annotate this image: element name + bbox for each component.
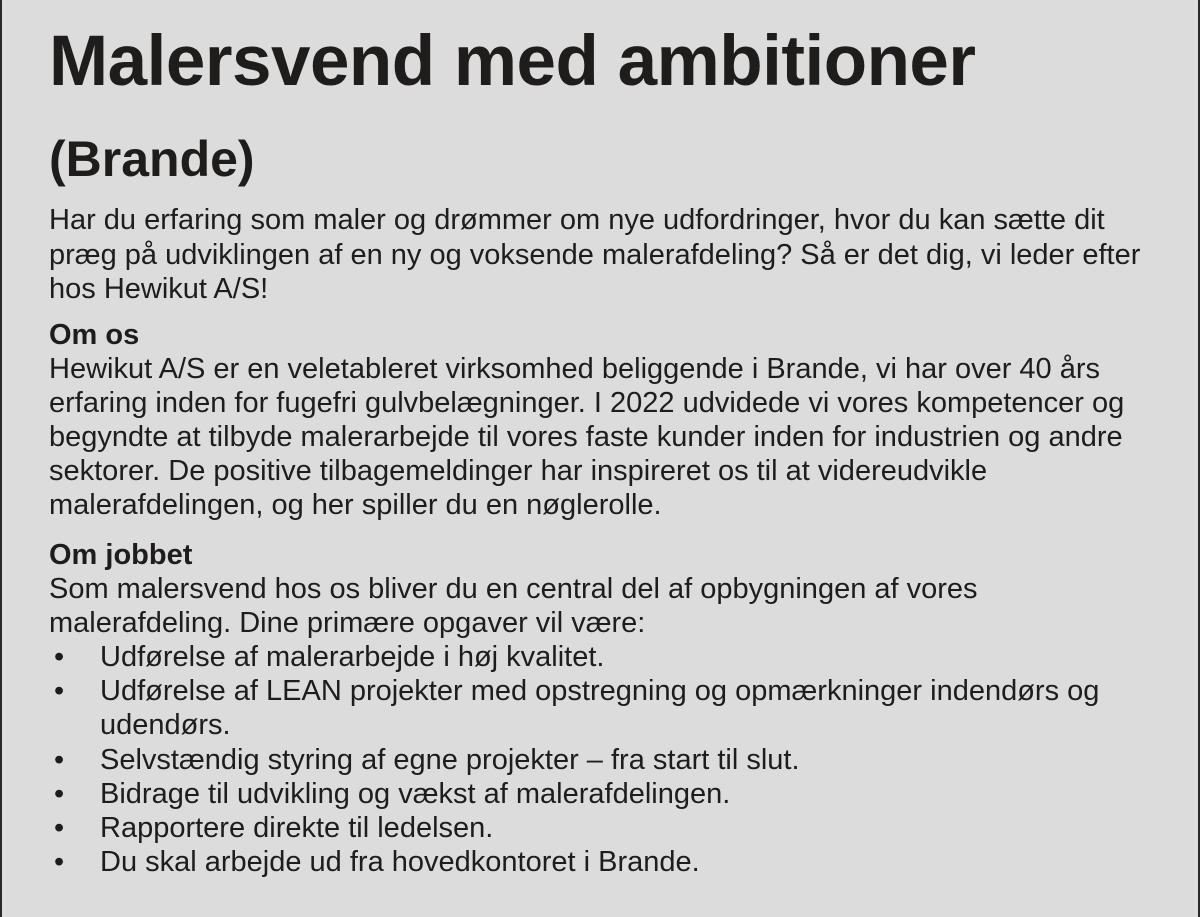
list-item — [49, 845, 1164, 879]
task-text: Du skal arbejde ud fra hovedkontoret i Brande. — [100, 846, 700, 879]
list-item — [49, 777, 1164, 811]
list-item — [49, 811, 1164, 845]
job-ad — [49, 18, 1164, 879]
list-item — [49, 743, 1164, 777]
bullet-icon: • — [54, 811, 65, 844]
task-list — [49, 640, 1164, 879]
about-paragraph: Hewikut A/S er en veletableret virksomhed beliggende i Brande, vi har over 40 års erfaring inden for fugefri gulvbelægninger. I 2022 udvidede vi vores kompetencer og begyndte at tilbyde malerarbejde til vores faste kunder inden for industrien og andre sektorer. De positive tilbagemeldinger har inspireret os til at videreudvikle malerafdelingen, og her spiller du en nøglerolle. — [49, 352, 1125, 522]
task-text: Selvstændig styring af egne projekter – fra start til slut. — [100, 743, 800, 776]
page-title: Malersvend med ambitioner — [49, 22, 976, 101]
task-text: Udførelse af malerarbejde i høj kvalitet. — [100, 640, 605, 673]
task-text: Rapportere direkte til ledelsen. — [100, 811, 494, 844]
bullet-icon: • — [54, 846, 65, 879]
intro-paragraph: Har du erfaring som maler og drømmer om nye udfordringer, hvor du kan sætte dit præg på udviklingen af en ny og voksende malerafdeling? Så er det dig, vi leder efter hos Hewikut A/S! — [49, 204, 1141, 305]
job-heading: Om jobbet — [49, 538, 193, 571]
job-paragraph: Som malersvend hos os bliver du en central del af opbygningen af vores malerafdeling. Dine primære opgaver vil være: — [49, 572, 978, 639]
bullet-icon: • — [54, 675, 65, 708]
about-heading: Om os — [49, 318, 140, 351]
bullet-icon: • — [54, 640, 65, 673]
list-item — [49, 640, 1164, 674]
location-subtitle: (Brande) — [49, 131, 255, 187]
bullet-icon: • — [54, 777, 65, 810]
bullet-icon: • — [54, 743, 65, 776]
task-text: Udførelse af LEAN projekter med opstregning og opmærkninger indendørs og udendørs. — [100, 675, 1100, 742]
task-text: Bidrage til udvikling og vækst af malerafdelingen. — [100, 777, 731, 810]
list-item — [49, 674, 1164, 742]
